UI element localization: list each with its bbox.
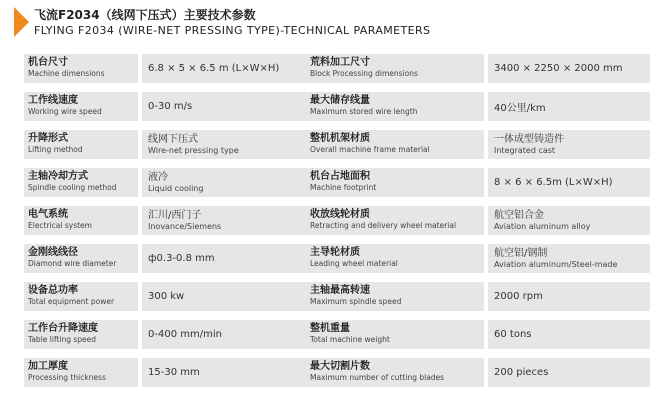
page-subtitle: FLYING F2034 (WIRE-NET PRESSING TYPE)-TECHNICAL PARAMETERS: [34, 24, 431, 37]
label-cn: 机台尺寸: [28, 57, 68, 68]
label-cn: 主轴最高转速: [310, 285, 370, 296]
value-cn: 航空铝合金: [494, 209, 544, 221]
parameter-value: [142, 130, 306, 159]
parameter-value: [142, 320, 306, 349]
page-title: 飞流F2034（线网下压式）主要技术参数: [34, 8, 256, 22]
table-row: [24, 358, 650, 387]
label-en: Total equipment power: [28, 297, 115, 306]
label-cn: 整机机架材质: [310, 133, 370, 144]
label-en: Machine footprint: [310, 183, 377, 192]
value-text: 15-30 mm: [148, 367, 200, 378]
parameter-value: [142, 206, 306, 235]
label-en: Machine dimensions: [28, 69, 105, 78]
parameter-label: [306, 320, 484, 349]
value-text: 8 × 6 × 6.5m (L×W×H): [494, 177, 613, 188]
label-cn: 最大切割片数: [310, 361, 370, 372]
value-text: ф0.3-0.8 mm: [148, 253, 215, 264]
label-en: Lifting method: [28, 145, 83, 154]
label-cn: 金刚线线径: [28, 247, 78, 258]
label-en: Block Processing dimensions: [310, 69, 418, 78]
label-en: Diamond wire diameter: [28, 259, 117, 268]
label-cn: 加工厚度: [28, 361, 68, 372]
value-en: Wire-net pressing type: [148, 145, 239, 155]
label-cn: 升降形式: [28, 133, 68, 144]
label-en: Leading wheel material: [310, 259, 398, 268]
parameter-value: [488, 206, 650, 235]
parameters-table: [24, 54, 650, 396]
value-text: 0-400 mm/min: [148, 329, 222, 340]
parameter-label: [24, 358, 138, 387]
table-row: [24, 320, 650, 349]
arrow-icon: [14, 7, 29, 37]
value-en: Aviation aluminum alloy: [494, 221, 591, 231]
parameter-label: [24, 130, 138, 159]
value-cn: 线网下压式: [148, 133, 198, 145]
value-group: [148, 134, 239, 156]
value-text: 0-30 m/s: [148, 101, 193, 112]
table-row: [24, 130, 650, 159]
table-row: [24, 92, 650, 121]
label-en: Electrical system: [28, 221, 92, 230]
label-en: Maximum stored wire length: [310, 107, 418, 116]
value-cn: 航空铝/钢制: [494, 247, 548, 259]
label-en: Overall machine frame material: [310, 145, 430, 154]
label-cn: 设备总功率: [28, 285, 78, 296]
label-en: Spindle cooling method: [28, 183, 117, 192]
parameter-value: [142, 282, 306, 311]
value-text: 300 kw: [148, 291, 185, 302]
label-en: Maximum number of cutting blades: [310, 373, 445, 382]
label-en: Retracting and delivery wheel material: [310, 221, 457, 230]
label-cn: 最大储存线量: [310, 95, 370, 106]
label-en: Processing thickness: [28, 373, 106, 382]
label-cn: 工作线速度: [28, 95, 78, 106]
table-row: [24, 244, 650, 273]
parameter-label: [306, 358, 484, 387]
value-en: Liquid cooling: [148, 183, 204, 193]
value-text: 40公里/km: [494, 103, 546, 114]
parameter-label: [306, 54, 484, 83]
parameter-label: [306, 282, 484, 311]
label-cn: 电气系统: [28, 209, 68, 220]
value-group: [494, 248, 617, 270]
label-en: Working wire speed: [28, 107, 102, 116]
parameter-label: [306, 206, 484, 235]
table-row: [24, 282, 650, 311]
label-cn: 机台占地面积: [310, 171, 370, 182]
parameter-value: [488, 130, 650, 159]
value-en: Aviation aluminum/Steel-made: [494, 259, 618, 269]
parameter-label: [306, 92, 484, 121]
parameter-label: [24, 168, 138, 197]
label-cn: 整机重量: [310, 323, 350, 334]
parameter-value: [488, 358, 650, 387]
label-cn: 工作台升降速度: [28, 323, 98, 334]
label-en: Maximum spindle speed: [310, 297, 402, 306]
label-en: Table lifting speed: [28, 335, 97, 344]
parameter-value: [142, 358, 306, 387]
value-cn: 汇川/西门子: [148, 209, 202, 221]
parameter-value: [142, 92, 306, 121]
parameter-value: [488, 320, 650, 349]
parameter-label: [306, 244, 484, 273]
value-group: [148, 172, 203, 194]
parameter-label: [24, 244, 138, 273]
parameter-value: [142, 168, 306, 197]
label-en: Total machine weight: [310, 335, 390, 344]
value-cn: 液冷: [148, 171, 168, 183]
table-row: [24, 54, 650, 83]
parameter-label: [24, 54, 138, 83]
parameter-label: [24, 206, 138, 235]
parameter-value: [488, 92, 650, 121]
parameter-label: [24, 320, 138, 349]
parameter-label: [306, 130, 484, 159]
value-group: [148, 210, 221, 232]
value-text: 60 tons: [494, 329, 532, 340]
parameter-label: [306, 168, 484, 197]
value-group: [494, 210, 590, 232]
value-en: Inovance/Siemens: [148, 221, 222, 231]
value-text: 2000 rpm: [494, 291, 543, 302]
label-cn: 荒料加工尺寸: [310, 57, 370, 68]
table-row: [24, 168, 650, 197]
value-en: Integrated cast: [494, 145, 556, 155]
table-row: [24, 206, 650, 235]
parameter-label: [24, 92, 138, 121]
label-cn: 主轴冷却方式: [28, 171, 88, 182]
label-cn: 收放线轮材质: [310, 209, 370, 220]
parameter-value: [142, 244, 306, 273]
label-cn: 主导轮材质: [310, 247, 360, 258]
header: [0, 4, 650, 44]
parameter-value: [488, 244, 650, 273]
parameter-value: [488, 282, 650, 311]
parameter-value: [488, 168, 650, 197]
parameter-value: [142, 54, 306, 83]
value-text: 3400 × 2250 × 2000 mm: [494, 63, 623, 74]
value-group: [494, 134, 564, 156]
parameter-value: [488, 54, 650, 83]
value-cn: 一体成型铸造件: [494, 133, 564, 145]
value-text: 200 pieces: [494, 367, 549, 378]
parameter-label: [24, 282, 138, 311]
value-text: 6.8 × 5 × 6.5 m (L×W×H): [148, 63, 280, 74]
